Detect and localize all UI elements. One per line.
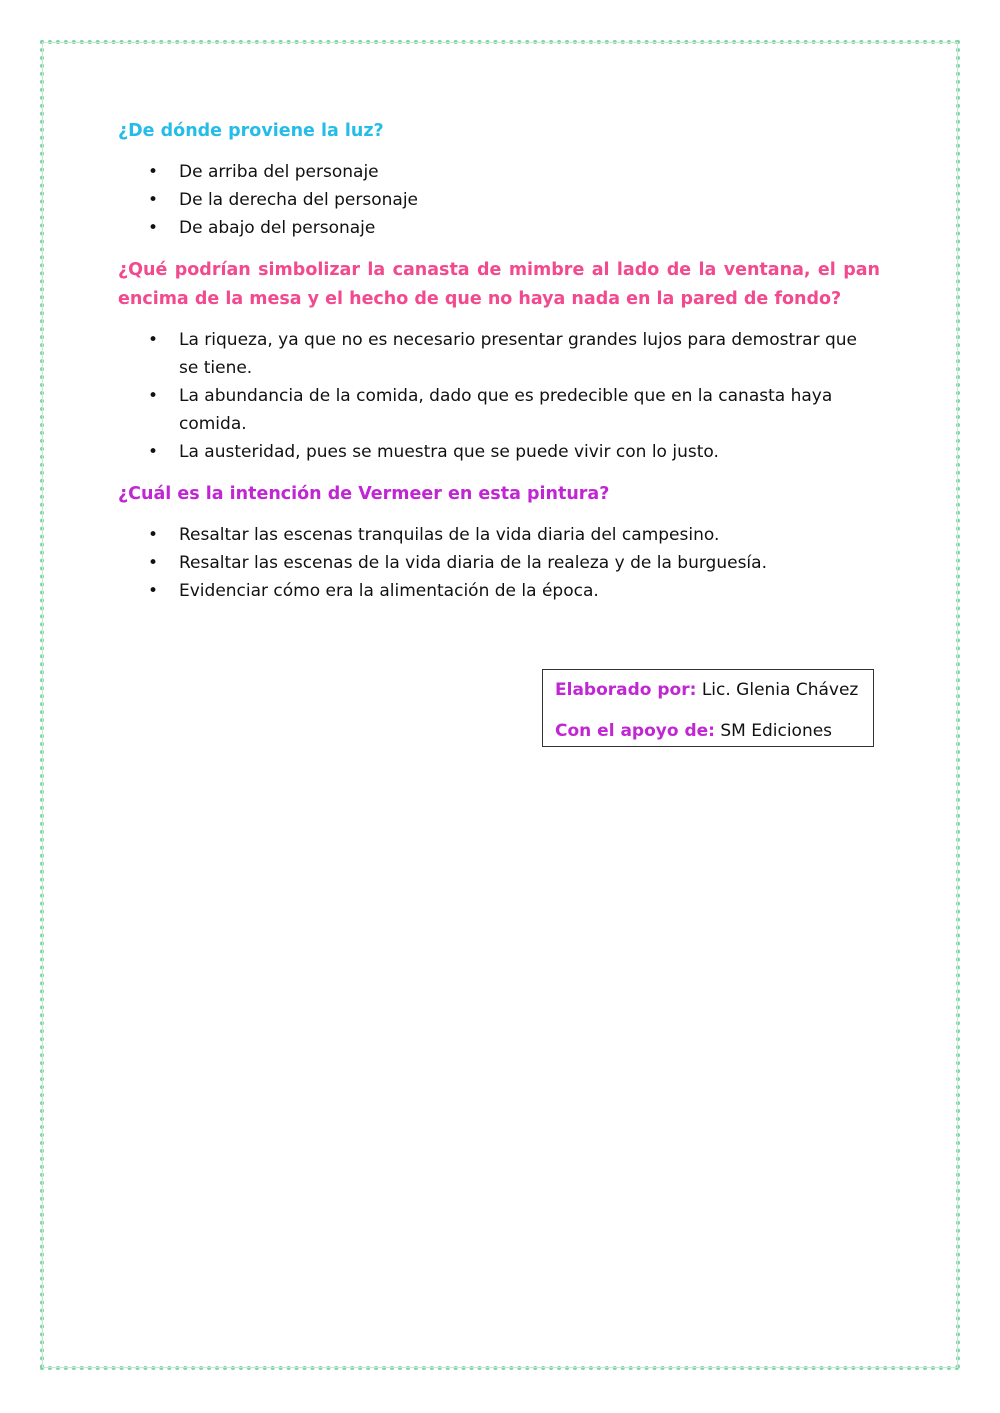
option-item[interactable]: [148, 382, 880, 438]
credit-author-label: Elaborado por:: [555, 680, 697, 700]
options-intention: [118, 521, 880, 605]
bullet-icon: •: [148, 525, 159, 545]
option-item[interactable]: [148, 326, 880, 382]
bullet-icon: •: [148, 553, 159, 573]
bullet-icon: •: [148, 162, 159, 182]
credits-box: [542, 669, 874, 747]
credit-author: [555, 677, 861, 703]
option-item[interactable]: [148, 549, 880, 577]
option-item[interactable]: [148, 186, 880, 214]
credit-support-label: Con el apoyo de:: [555, 721, 715, 741]
option-item[interactable]: [148, 521, 880, 549]
credit-support-value: SM Ediciones: [720, 721, 833, 741]
option-item[interactable]: [148, 214, 880, 242]
option-text: La austeridad, pues se muestra que se puede vivir con lo justo.: [179, 442, 719, 462]
bullet-icon: •: [148, 218, 159, 238]
option-text: Resaltar las escenas de la vida diaria de la realeza y de la burguesía.: [179, 553, 767, 573]
bullet-icon: •: [148, 581, 159, 601]
options-light-source: [118, 158, 880, 242]
worksheet-content: [118, 117, 880, 619]
options-symbolism: [118, 326, 880, 466]
bullet-icon: •: [148, 190, 159, 210]
option-item[interactable]: [148, 577, 880, 605]
option-text: Evidenciar cómo era la alimentación de la época.: [179, 581, 599, 601]
option-item[interactable]: [148, 438, 880, 466]
question-symbolism: ¿Qué podrían simbolizar la canasta de mimbre al lado de la ventana, el pan encima de la mesa y el hecho de que no haya nada en la pared de fondo?: [118, 260, 880, 309]
option-item[interactable]: [148, 158, 880, 186]
option-text: La abundancia de la comida, dado que es predecible que en la canasta haya comida.: [179, 386, 833, 434]
bullet-icon: •: [148, 386, 159, 406]
bullet-icon: •: [148, 442, 159, 462]
question-light-source: ¿De dónde proviene la luz?: [118, 121, 384, 141]
option-text: De abajo del personaje: [179, 218, 376, 238]
credit-author-value: Lic. Glenia Chávez: [701, 680, 859, 700]
question-intention: ¿Cuál es la intención de Vermeer en esta pintura?: [118, 484, 610, 504]
option-text: Resaltar las escenas tranquilas de la vida diaria del campesino.: [179, 525, 720, 545]
credit-support: [555, 718, 861, 744]
bullet-icon: •: [148, 330, 159, 350]
option-text: De la derecha del personaje: [179, 190, 419, 210]
option-text: De arriba del personaje: [179, 162, 379, 182]
option-text: La riqueza, ya que no es necesario presentar grandes lujos para demostrar que se tiene.: [179, 330, 857, 378]
